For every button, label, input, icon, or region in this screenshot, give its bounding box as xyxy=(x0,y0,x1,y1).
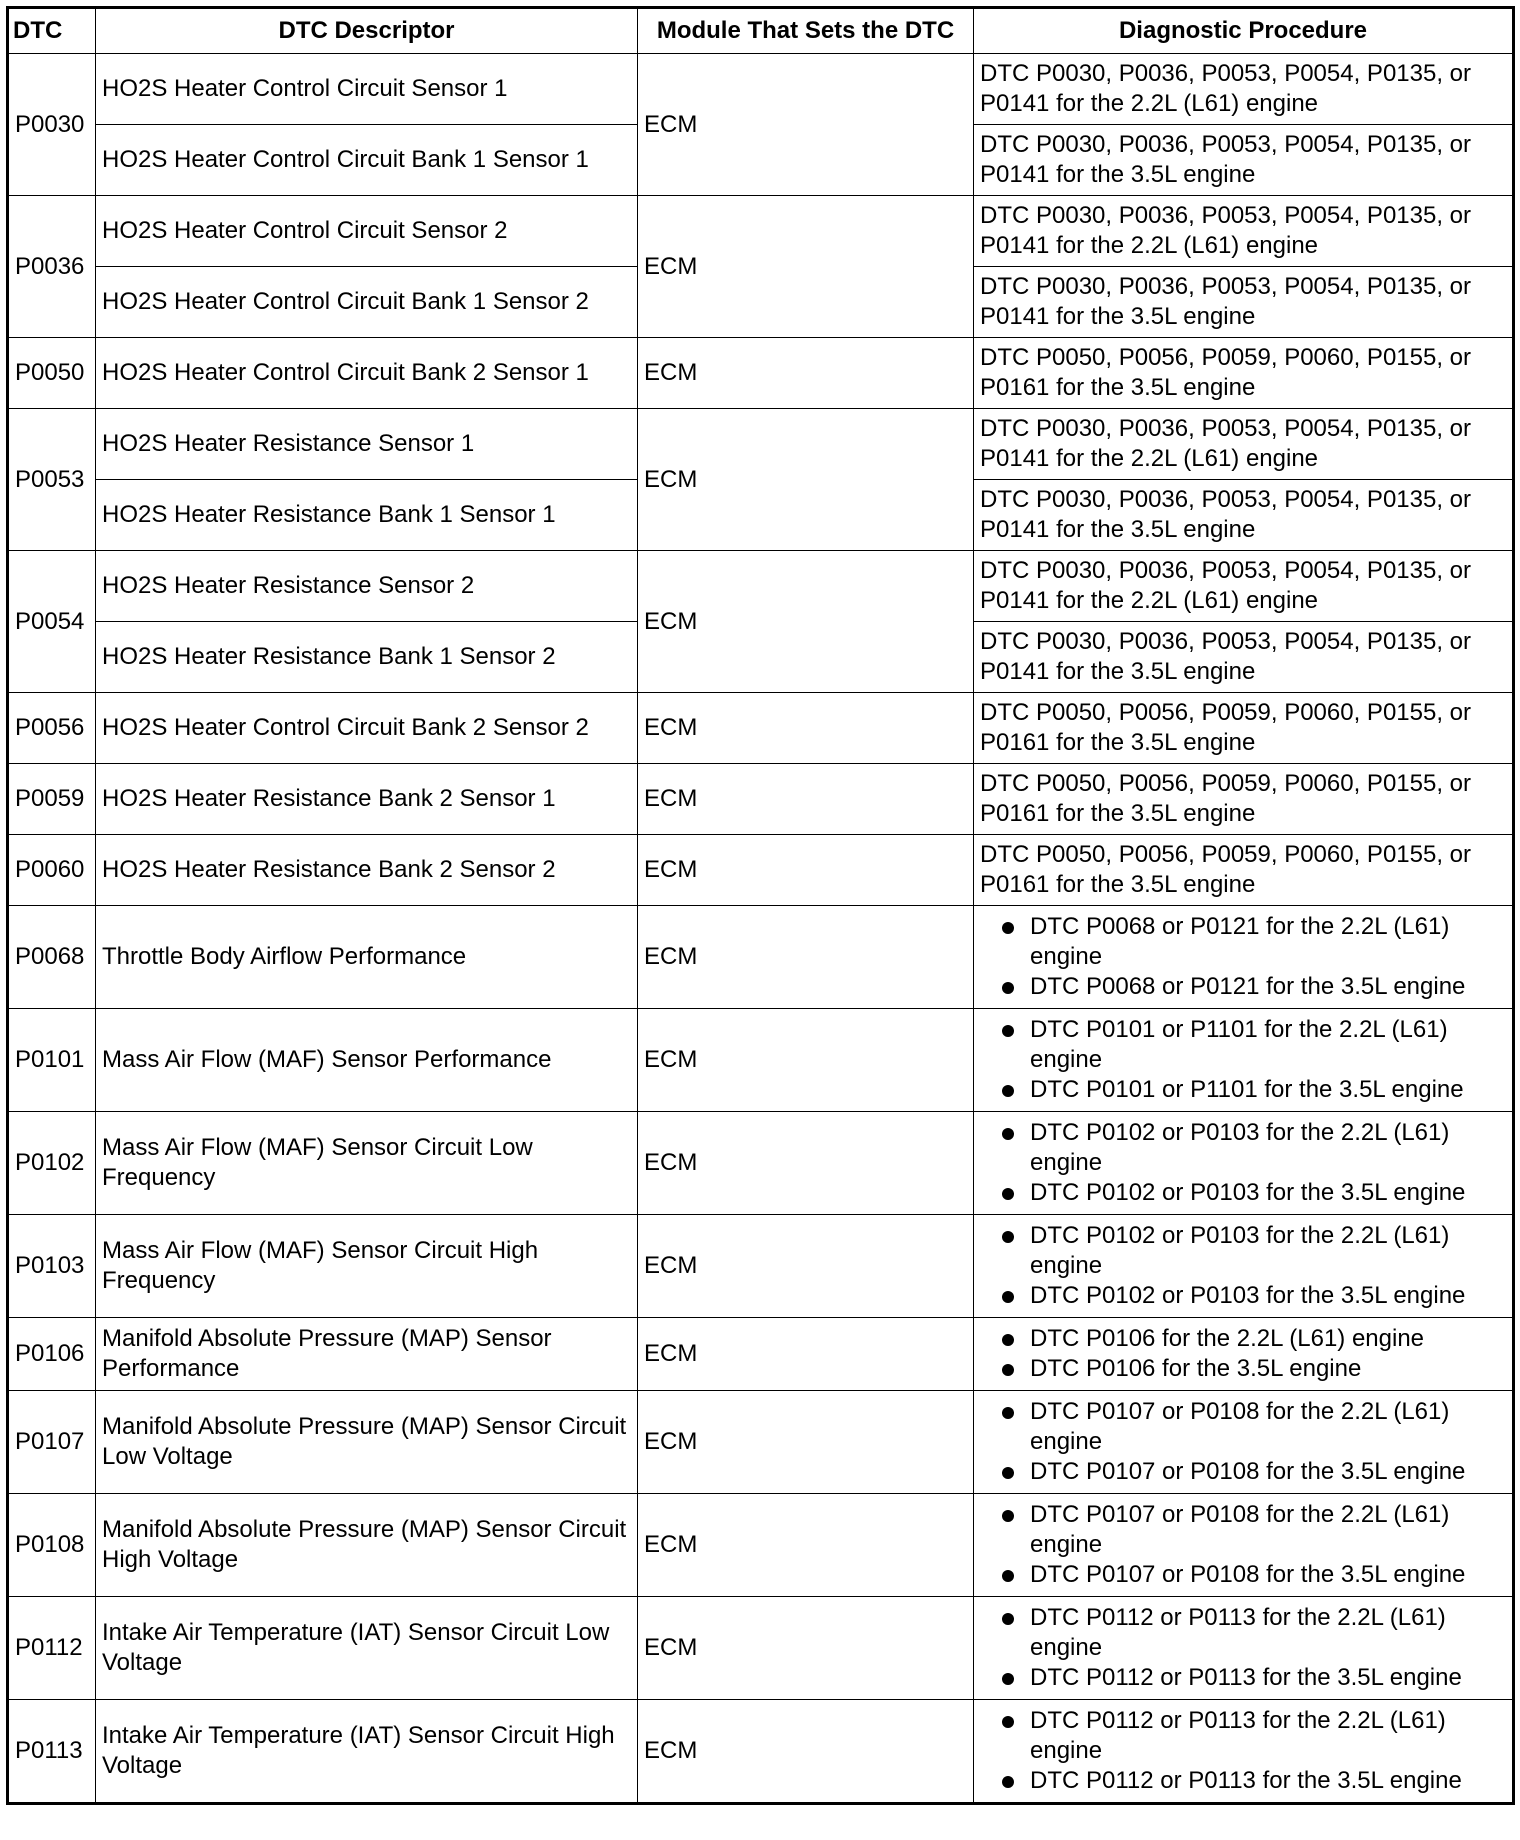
dtc-code-cell: P0101 xyxy=(8,1009,96,1112)
dtc-code-cell: P0056 xyxy=(8,693,96,764)
table-row xyxy=(8,1597,1514,1700)
table-row xyxy=(8,551,1514,622)
dtc-descriptor-cell: HO2S Heater Control Circuit Bank 1 Sensor 1 xyxy=(96,125,638,196)
dtc-code-cell: P0106 xyxy=(8,1318,96,1391)
procedure-list-item: DTC P0101 or P1101 for the 2.2L (L61) engine xyxy=(998,1015,1506,1075)
module-cell: ECM xyxy=(638,1597,974,1700)
table-row xyxy=(8,196,1514,267)
procedure-list xyxy=(980,1015,1506,1105)
dtc-descriptor-cell: Manifold Absolute Pressure (MAP) Sensor Performance xyxy=(96,1318,638,1391)
procedure-list-item: DTC P0107 or P0108 for the 2.2L (L61) engine xyxy=(998,1500,1506,1560)
table-row xyxy=(8,1700,1514,1804)
module-cell: ECM xyxy=(638,338,974,409)
dtc-code-cell: P0036 xyxy=(8,196,96,338)
module-cell: ECM xyxy=(638,835,974,906)
table-row xyxy=(8,409,1514,480)
dtc-descriptor-cell: Manifold Absolute Pressure (MAP) Sensor Circuit Low Voltage xyxy=(96,1391,638,1494)
dtc-table-container xyxy=(6,6,1515,1805)
procedure-list xyxy=(980,1500,1506,1590)
module-cell: ECM xyxy=(638,1112,974,1215)
procedure-list-item: DTC P0112 or P0113 for the 3.5L engine xyxy=(998,1766,1506,1796)
module-cell: ECM xyxy=(638,1318,974,1391)
dtc-descriptor-cell: HO2S Heater Resistance Bank 2 Sensor 2 xyxy=(96,835,638,906)
diagnostic-procedure-cell: DTC P0030, P0036, P0053, P0054, P0135, or P0141 for the 2.2L (L61) engine xyxy=(974,551,1514,622)
diagnostic-procedure-cell xyxy=(974,906,1514,1009)
table-row xyxy=(8,1391,1514,1494)
header-descriptor: DTC Descriptor xyxy=(96,8,638,54)
dtc-code-cell: P0068 xyxy=(8,906,96,1009)
table-row xyxy=(8,906,1514,1009)
procedure-list-item: DTC P0107 or P0108 for the 3.5L engine xyxy=(998,1560,1506,1590)
dtc-descriptor-cell: HO2S Heater Control Circuit Bank 2 Sensor 2 xyxy=(96,693,638,764)
diagnostic-procedure-cell xyxy=(974,1391,1514,1494)
dtc-descriptor-cell: HO2S Heater Resistance Bank 1 Sensor 1 xyxy=(96,480,638,551)
module-cell: ECM xyxy=(638,693,974,764)
dtc-descriptor-cell: Mass Air Flow (MAF) Sensor Circuit Low Frequency xyxy=(96,1112,638,1215)
dtc-code-cell: P0108 xyxy=(8,1494,96,1597)
table-row xyxy=(8,1318,1514,1391)
diagnostic-procedure-cell: DTC P0030, P0036, P0053, P0054, P0135, or P0141 for the 2.2L (L61) engine xyxy=(974,54,1514,125)
module-cell: ECM xyxy=(638,906,974,1009)
dtc-descriptor-cell: Throttle Body Airflow Performance xyxy=(96,906,638,1009)
diagnostic-procedure-cell xyxy=(974,1112,1514,1215)
diagnostic-procedure-cell: DTC P0030, P0036, P0053, P0054, P0135, or P0141 for the 3.5L engine xyxy=(974,267,1514,338)
module-cell: ECM xyxy=(638,1391,974,1494)
procedure-list-item: DTC P0102 or P0103 for the 3.5L engine xyxy=(998,1178,1506,1208)
diagnostic-procedure-cell xyxy=(974,1700,1514,1804)
diagnostic-procedure-cell: DTC P0030, P0036, P0053, P0054, P0135, or P0141 for the 3.5L engine xyxy=(974,480,1514,551)
header-row xyxy=(8,8,1514,54)
dtc-code-cell: P0030 xyxy=(8,54,96,196)
procedure-list xyxy=(980,1118,1506,1208)
module-cell: ECM xyxy=(638,551,974,693)
dtc-descriptor-cell: Intake Air Temperature (IAT) Sensor Circuit High Voltage xyxy=(96,1700,638,1804)
module-cell: ECM xyxy=(638,196,974,338)
procedure-list-item: DTC P0102 or P0103 for the 3.5L engine xyxy=(998,1281,1506,1311)
dtc-code-cell: P0113 xyxy=(8,1700,96,1804)
diagnostic-procedure-cell xyxy=(974,1009,1514,1112)
dtc-code-cell: P0103 xyxy=(8,1215,96,1318)
dtc-descriptor-cell: HO2S Heater Control Circuit Bank 2 Sensor 1 xyxy=(96,338,638,409)
dtc-code-cell: P0050 xyxy=(8,338,96,409)
procedure-list-item: DTC P0102 or P0103 for the 2.2L (L61) engine xyxy=(998,1118,1506,1178)
header-procedure: Diagnostic Procedure xyxy=(974,8,1514,54)
diagnostic-procedure-cell: DTC P0050, P0056, P0059, P0060, P0155, or P0161 for the 3.5L engine xyxy=(974,338,1514,409)
dtc-descriptor-cell: HO2S Heater Control Circuit Sensor 1 xyxy=(96,54,638,125)
table-row xyxy=(8,1009,1514,1112)
header-module: Module That Sets the DTC xyxy=(638,8,974,54)
dtc-descriptor-cell: HO2S Heater Resistance Bank 1 Sensor 2 xyxy=(96,622,638,693)
diagnostic-procedure-cell: DTC P0050, P0056, P0059, P0060, P0155, or P0161 for the 3.5L engine xyxy=(974,764,1514,835)
module-cell: ECM xyxy=(638,409,974,551)
diagnostic-procedure-cell xyxy=(974,1318,1514,1391)
procedure-list xyxy=(980,1221,1506,1311)
diagnostic-procedure-cell xyxy=(974,1494,1514,1597)
dtc-code-cell: P0053 xyxy=(8,409,96,551)
module-cell: ECM xyxy=(638,1494,974,1597)
module-cell: ECM xyxy=(638,764,974,835)
dtc-descriptor-cell: HO2S Heater Resistance Sensor 1 xyxy=(96,409,638,480)
diagnostic-procedure-cell: DTC P0030, P0036, P0053, P0054, P0135, or P0141 for the 2.2L (L61) engine xyxy=(974,409,1514,480)
table-row xyxy=(8,693,1514,764)
procedure-list xyxy=(980,1324,1506,1384)
dtc-descriptor-cell: HO2S Heater Resistance Sensor 2 xyxy=(96,551,638,622)
dtc-code-cell: P0107 xyxy=(8,1391,96,1494)
diagnostic-procedure-cell: DTC P0030, P0036, P0053, P0054, P0135, or P0141 for the 2.2L (L61) engine xyxy=(974,196,1514,267)
procedure-list-item: DTC P0068 or P0121 for the 3.5L engine xyxy=(998,972,1506,1002)
procedure-list-item: DTC P0107 or P0108 for the 3.5L engine xyxy=(998,1457,1506,1487)
dtc-code-cell: P0059 xyxy=(8,764,96,835)
table-row xyxy=(8,764,1514,835)
procedure-list-item: DTC P0102 or P0103 for the 2.2L (L61) engine xyxy=(998,1221,1506,1281)
table-row xyxy=(8,835,1514,906)
dtc-code-cell: P0112 xyxy=(8,1597,96,1700)
module-cell: ECM xyxy=(638,1009,974,1112)
table-row xyxy=(8,1112,1514,1215)
procedure-list xyxy=(980,912,1506,1002)
dtc-descriptor-cell: HO2S Heater Control Circuit Sensor 2 xyxy=(96,196,638,267)
dtc-descriptor-cell: Manifold Absolute Pressure (MAP) Sensor Circuit High Voltage xyxy=(96,1494,638,1597)
procedure-list-item: DTC P0112 or P0113 for the 2.2L (L61) engine xyxy=(998,1706,1506,1766)
diagnostic-procedure-cell xyxy=(974,1215,1514,1318)
diagnostic-procedure-cell: DTC P0050, P0056, P0059, P0060, P0155, or P0161 for the 3.5L engine xyxy=(974,693,1514,764)
table-row xyxy=(8,1215,1514,1318)
header-dtc: DTC xyxy=(8,8,96,54)
dtc-code-cell: P0060 xyxy=(8,835,96,906)
procedure-list-item: DTC P0112 or P0113 for the 3.5L engine xyxy=(998,1663,1506,1693)
dtc-descriptor-cell: HO2S Heater Resistance Bank 2 Sensor 1 xyxy=(96,764,638,835)
diagnostic-procedure-cell: DTC P0030, P0036, P0053, P0054, P0135, or P0141 for the 3.5L engine xyxy=(974,622,1514,693)
procedure-list-item: DTC P0106 for the 2.2L (L61) engine xyxy=(998,1324,1506,1354)
dtc-table xyxy=(6,6,1515,1805)
module-cell: ECM xyxy=(638,54,974,196)
procedure-list-item: DTC P0101 or P1101 for the 3.5L engine xyxy=(998,1075,1506,1105)
dtc-code-cell: P0102 xyxy=(8,1112,96,1215)
dtc-descriptor-cell: Mass Air Flow (MAF) Sensor Circuit High Frequency xyxy=(96,1215,638,1318)
procedure-list xyxy=(980,1706,1506,1796)
table-row xyxy=(8,338,1514,409)
procedure-list-item: DTC P0107 or P0108 for the 2.2L (L61) engine xyxy=(998,1397,1506,1457)
table-row xyxy=(8,54,1514,125)
procedure-list-item: DTC P0106 for the 3.5L engine xyxy=(998,1354,1506,1384)
dtc-descriptor-cell: HO2S Heater Control Circuit Bank 1 Sensor 2 xyxy=(96,267,638,338)
table-body xyxy=(8,54,1514,1804)
diagnostic-procedure-cell xyxy=(974,1597,1514,1700)
table-row xyxy=(8,1494,1514,1597)
diagnostic-procedure-cell: DTC P0030, P0036, P0053, P0054, P0135, or P0141 for the 3.5L engine xyxy=(974,125,1514,196)
procedure-list xyxy=(980,1397,1506,1487)
procedure-list-item: DTC P0112 or P0113 for the 2.2L (L61) engine xyxy=(998,1603,1506,1663)
module-cell: ECM xyxy=(638,1700,974,1804)
procedure-list-item: DTC P0068 or P0121 for the 2.2L (L61) engine xyxy=(998,912,1506,972)
module-cell: ECM xyxy=(638,1215,974,1318)
procedure-list xyxy=(980,1603,1506,1693)
dtc-code-cell: P0054 xyxy=(8,551,96,693)
diagnostic-procedure-cell: DTC P0050, P0056, P0059, P0060, P0155, or P0161 for the 3.5L engine xyxy=(974,835,1514,906)
dtc-descriptor-cell: Mass Air Flow (MAF) Sensor Performance xyxy=(96,1009,638,1112)
dtc-descriptor-cell: Intake Air Temperature (IAT) Sensor Circuit Low Voltage xyxy=(96,1597,638,1700)
